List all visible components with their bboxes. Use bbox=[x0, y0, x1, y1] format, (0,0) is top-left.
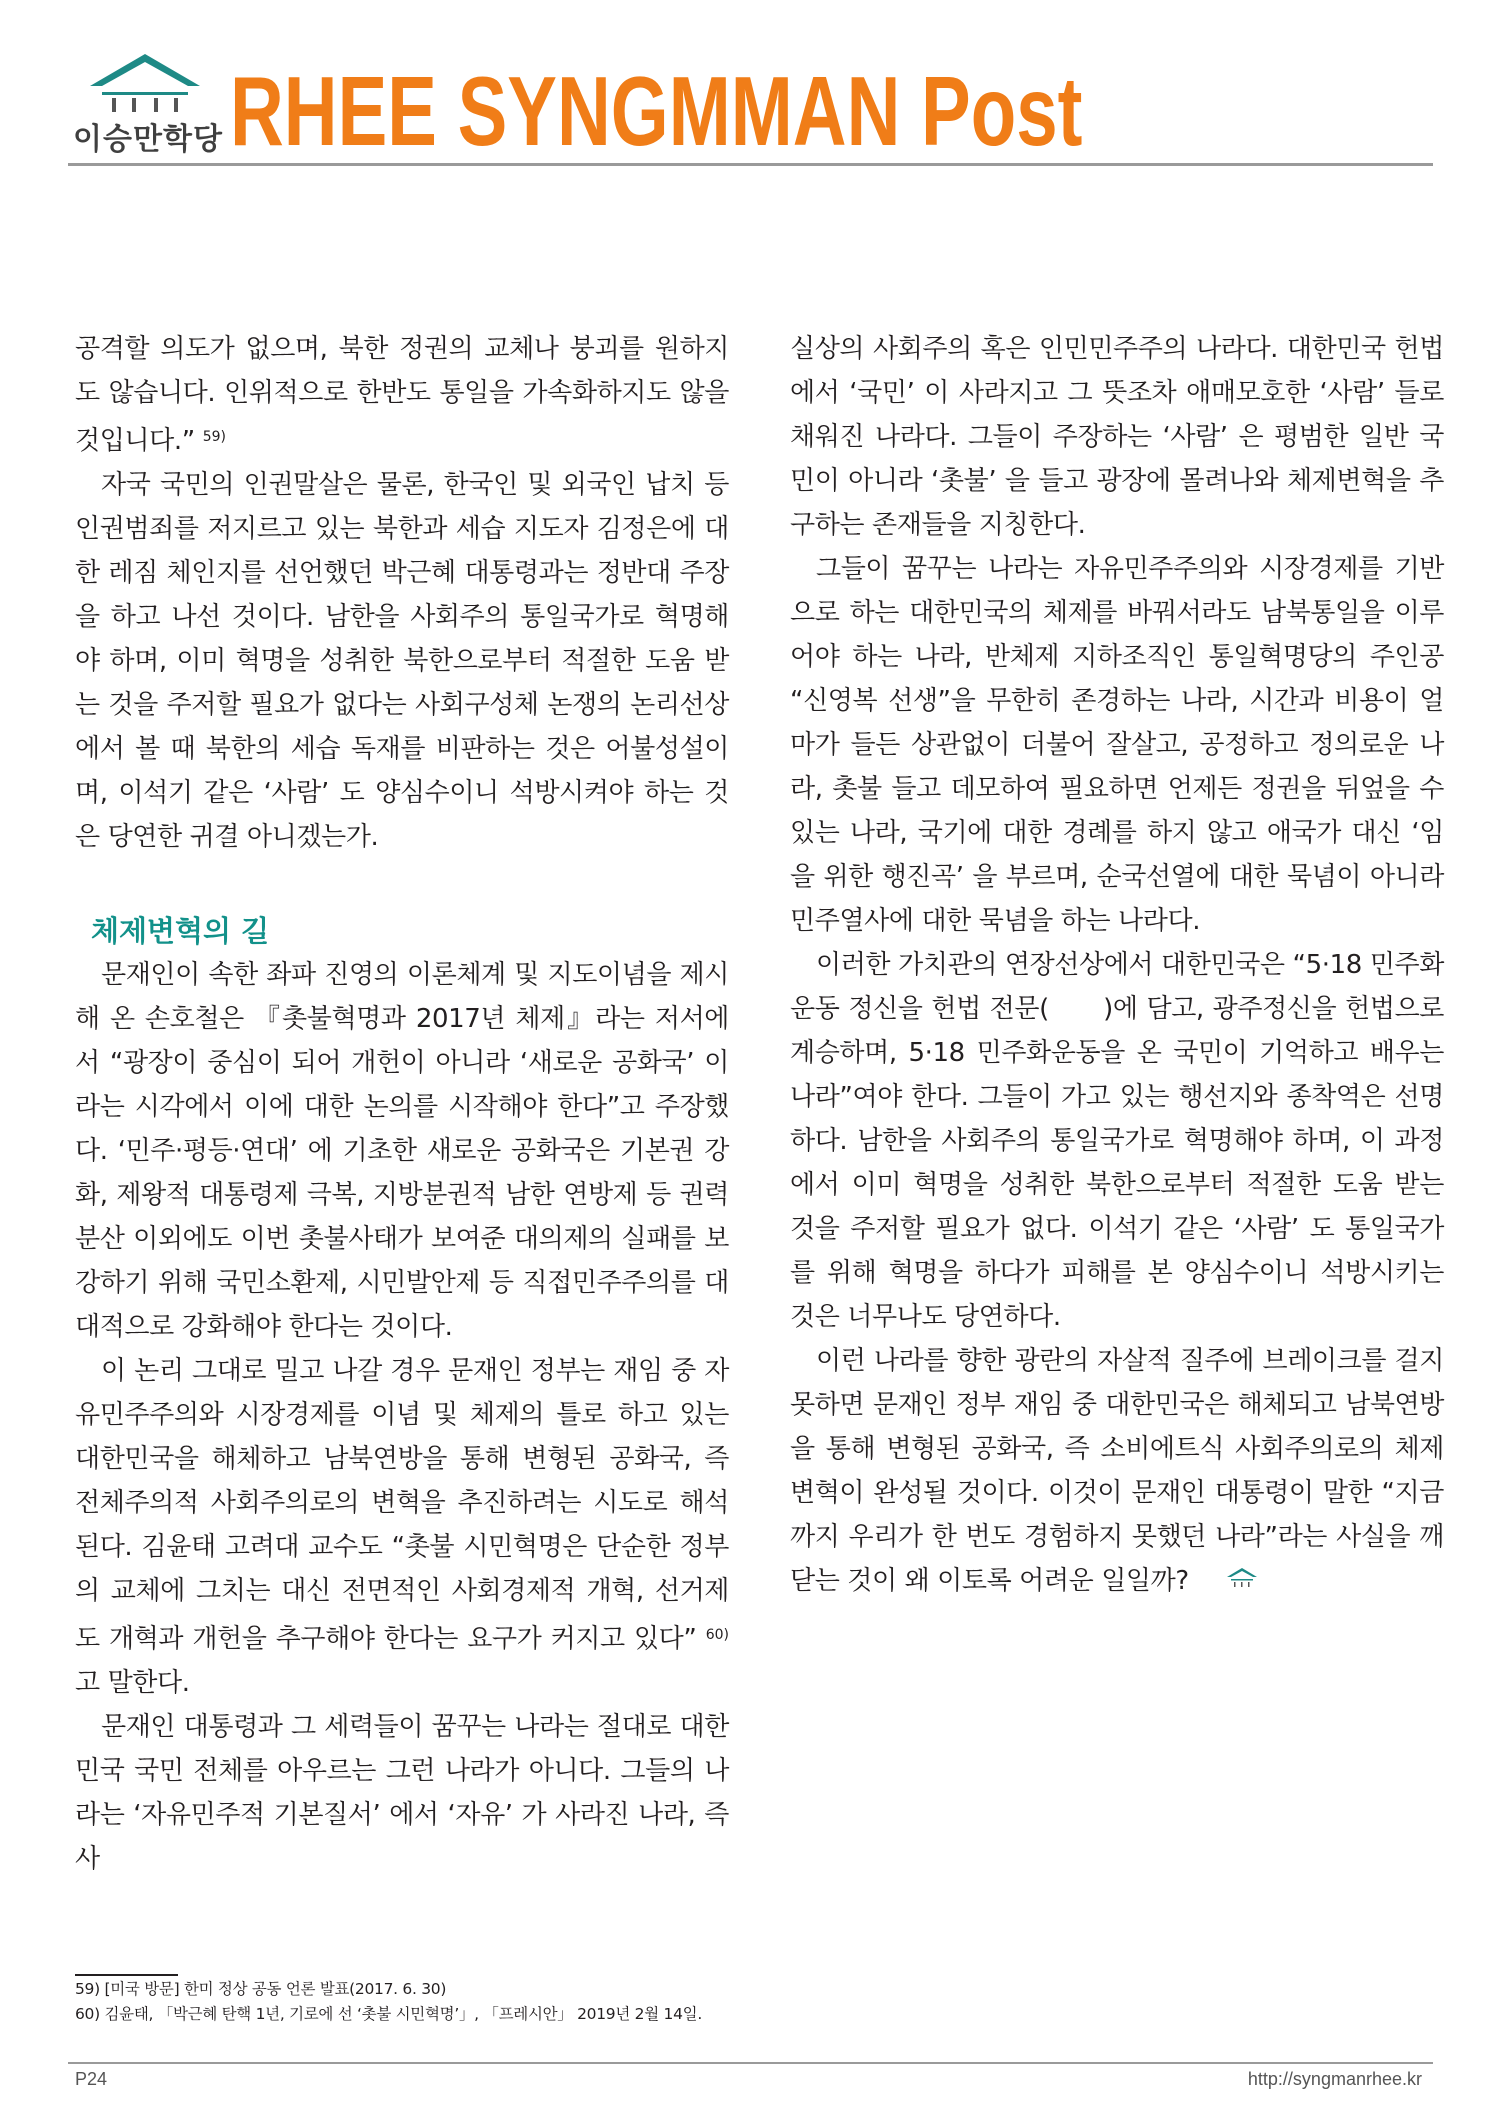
paragraph: 자국 국민의 인권말살은 물론, 한국인 및 외국인 납치 등 인권범죄를 저지르고 있는 북한과 세습 지도자 김정은에 대한 레짐 체인지를 선언했던 박근혜 대통령과는 정반대 주장을 하고 나선 것이다. 남한을 사회주의 통일국가로 혁명해야 하며, 이미 혁명을 성취한 북한으로부터 적절한 도움 받는 것을 주저할 필요가 없다는 사회구성체 논쟁의 논리선상에서 볼 때 북한의 세습 독재를 비판하는 것은 어불성설이며, 이석기 같은 ‘사람’ 도 양심수이니 석방시켜야 하는 것은 당연한 귀결 아니겠는가. bbox=[75, 470, 729, 852]
schoolhouse-icon bbox=[1225, 1567, 1259, 1591]
footer-divider bbox=[68, 2062, 1433, 2064]
section-heading: 체제변혁의 길 bbox=[91, 914, 270, 948]
footnote-divider bbox=[75, 1974, 178, 1976]
paragraph: 그들이 꿈꾸는 나라는 자유민주주의와 시장경제를 기반으로 하는 대한민국의 체제를 바꿔서라도 남북통일을 이루어야 하는 나라, 반체제 지하조직인 통일혁명당의 주인공 “신영복 선생”을 무한히 존경하는 나라, 시간과 비용이 얼마가 들든 상관없이 더불어 잘살고, 공정하고 정의로운 나라, 촛불 들고 데모하여 필요하면 언제든 정권을 뒤엎을 수 있는 나라, 국기에 대한 경례를 하지 않고 애국가 대신 ‘임을 위한 행진곡’ 을 부르며, 순국선열에 대한 묵념이 아니라 민주열사에 대한 묵념을 하는 나라다. bbox=[790, 554, 1444, 936]
page-number: P24 bbox=[75, 2069, 108, 2089]
footnote-ref-59: 59) bbox=[202, 429, 226, 445]
footnotes bbox=[75, 1977, 775, 2027]
paragraph: 문재인 대통령과 그 세력들이 꿈꾸는 나라는 절대로 대한민국 국민 전체를 아우르는 그런 나라가 아니다. 그들의 나라는 ‘자유민주적 기본질서’ 에서 ‘자유’ 가 사라진 나라, 즉 사 bbox=[75, 1712, 729, 1874]
end-mark-logo bbox=[1199, 1561, 1259, 1605]
logo-text: 이승만학당 bbox=[73, 122, 223, 157]
header-divider bbox=[68, 163, 1433, 166]
paragraph-text: 고 말한다. bbox=[75, 1668, 190, 1698]
schoolhouse-icon bbox=[86, 52, 204, 114]
paragraph bbox=[75, 1349, 729, 1705]
left-column bbox=[75, 327, 729, 1881]
school-logo bbox=[68, 52, 223, 157]
paragraph: 이러한 가치관의 연장선상에서 대한민국은 “5·18 민주화운동 정신을 헌법 전문( )에 담고, 광주정신을 헌법으로 계승하며, 5·18 민주화운동을 온 국민이 기억하고 배우는 나라”여야 한다. 그들이 가고 있는 행선지와 종착역은 선명하다. 남한을 사회주의 통일국가로 혁명해야 하며, 이 과정에서 이미 혁명을 성취한 북한으로부터 적절한 도움 받는 것을 주저할 필요가 없다. 이석기 같은 ‘사람’ 도 통일국가를 위해 혁명을 하다가 피해를 본 양심수이니 석방시키는 것은 너무나도 당연하다. bbox=[790, 950, 1444, 1332]
paragraph: 실상의 사회주의 혹은 인민민주주의 나라다. 대한민국 헌법에서 ‘국민’ 이 사라지고 그 뜻조차 애매모호한 ‘사람’ 들로 채워진 나라다. 그들이 주장하는 ‘사람’ 은 평범한 일반 국민이 아니라 ‘촛불’ 을 들고 광장에 몰려나와 체제변혁을 추구하는 존재들을 지칭한다. bbox=[790, 334, 1444, 540]
footnote-59: 59) [미국 방문] 한미 정상 공동 언론 발표(2017. 6. 30) bbox=[75, 1980, 447, 1998]
paragraph-text: 이런 나라를 향한 광란의 자살적 질주에 브레이크를 걸지 못하면 문재인 정부 재임 중 대한민국은 해체되고 남북연방을 통해 변형된 공화국, 즉 소비에트식 사회주의로의 체제변혁이 완성될 것이다. 이것이 문재인 대통령이 말한 “지금까지 우리가 한 번도 경험하지 못했던 나라”라는 사실을 깨닫는 것이 왜 이토록 어려운 일일까? bbox=[790, 1346, 1444, 1596]
paragraph-text: 공격할 의도가 없으며, 북한 정권의 교체나 붕괴를 원하지도 않습니다. 인위적으로 한반도 통일을 가속화하지도 않을 것입니다.” bbox=[75, 334, 729, 456]
masthead-title: RHEE SYNGMMAN Post bbox=[230, 56, 1083, 166]
paragraph bbox=[75, 327, 729, 463]
paragraph: 문재인이 속한 좌파 진영의 이론체계 및 지도이념을 제시해 온 손호철은 『촛불혁명과 2017년 체제』라는 저서에서 “광장이 중심이 되어 개헌이 아니라 ‘새로운 공화국’ 이라는 시각에서 이에 대한 논의를 시작해야 한다”고 주장했다. ‘민주·평등·연대’ 에 기초한 새로운 공화국은 기본권 강화, 제왕적 대통령제 극복, 지방분권적 남한 연방제 등 권력분산 이외에도 이번 촛불사태가 보여준 대의제의 실패를 보강하기 위해 국민소환제, 시민발안제 등 직접민주주의를 대대적으로 강화해야 한다는 것이다. bbox=[75, 960, 729, 1342]
footnote-60: 60) 김윤태, 「박근혜 탄핵 1년, 기로에 선 ‘촛불 시민혁명’」, 「프레시안」 2019년 2월 14일. bbox=[75, 2005, 702, 2023]
paragraph bbox=[790, 1339, 1444, 1605]
right-column bbox=[790, 327, 1444, 1605]
website-url: http://syngmanrhee.kr bbox=[1247, 2069, 1422, 2089]
page-header bbox=[0, 0, 1500, 170]
footnote-ref-60: 60) bbox=[705, 1627, 729, 1643]
paragraph-text: 이 논리 그대로 밀고 나갈 경우 문재인 정부는 재임 중 자유민주주의와 시장경제를 이념 및 체제의 틀로 하고 있는 대한민국을 해체하고 남북연방을 통해 변형된 공화국, 즉 전체주의적 사회주의로의 변혁을 추진하려는 시도로 해석된다. 김윤태 고려대 교수도 “촛불 시민혁명은 단순한 정부의 교체에 그치는 대신 전면적인 사회경제적 개혁, 선거제도 개혁과 개헌을 추구해야 한다는 요구가 커지고 있다” bbox=[75, 1356, 729, 1654]
